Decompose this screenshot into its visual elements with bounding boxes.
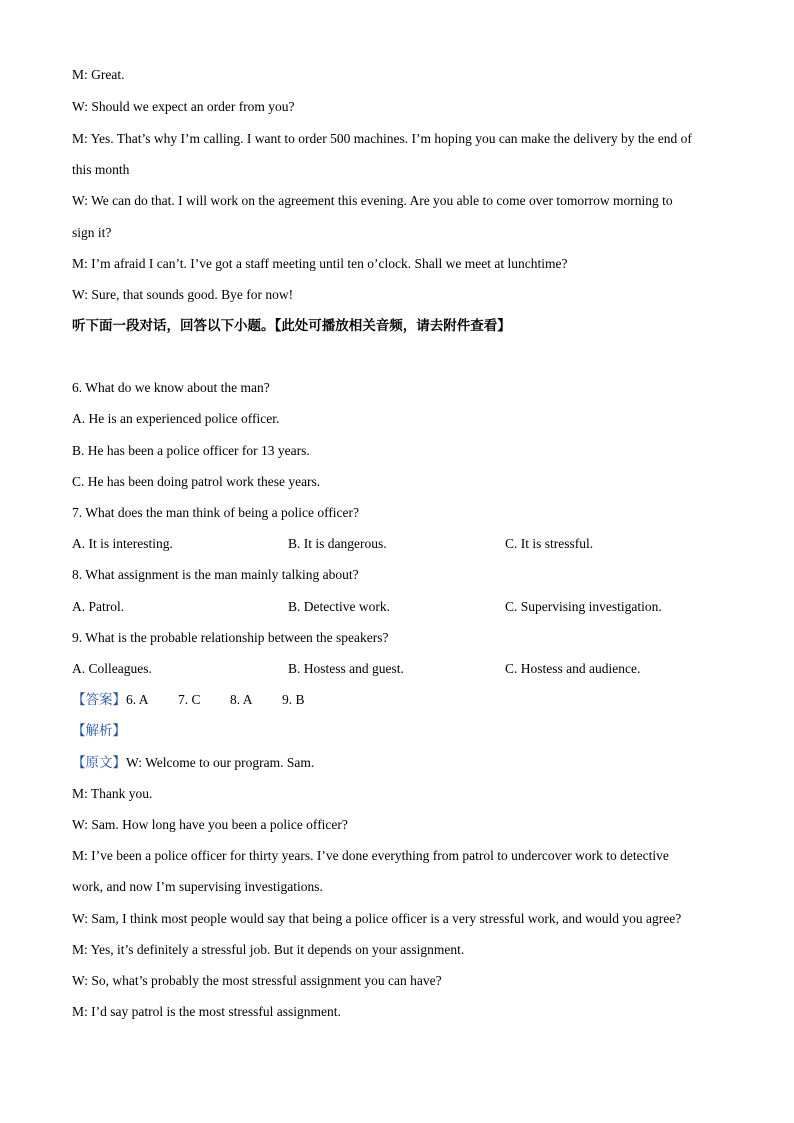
answer-item: 6. A [126,692,149,707]
dialog-line: W: Should we expect an order from you? [72,99,295,114]
transcript-line: work, and now I’m supervising investigations. [72,879,323,894]
question-stem: 6. What do we know about the man? [72,380,270,395]
question-option: A. Patrol. [72,599,125,614]
transcript-line: W: Sam, I think most people would say that being a police officer is a very stressful work, and would you agree? [72,911,682,926]
answer-label: 【答案】 [72,692,126,708]
transcript-line [72,754,314,772]
question-option: B. It is dangerous. [288,536,387,551]
analysis-label: 【解析】 [72,723,126,739]
dialog-line: W: We can do that. I will work on the agreement this evening. Are you able to come over tomorrow morning to [72,193,673,208]
answer-row [72,691,305,709]
question-option: B. He has been a police officer for 13 years. [72,443,310,458]
listening-instruction: 听下面一段对话，回答以下小题。【此处可播放相关音频，请去附件查看】 [72,318,511,334]
question-option: C. He has been doing patrol work these years. [72,474,321,489]
dialog-line: M: Great. [72,67,125,82]
question-option: C. Hostess and audience. [505,661,641,676]
question-stem: 7. What does the man think of being a police officer? [72,505,360,520]
transcript-line: M: Thank you. [72,786,153,801]
dialog-line: W: Sure, that sounds good. Bye for now! [72,287,294,302]
question-option: C. It is stressful. [505,536,594,551]
question-stem: 8. What assignment is the man mainly talking about? [72,567,359,582]
transcript-line: M: I’d say patrol is the most stressful assignment. [72,1004,341,1019]
dialog-line: this month [72,162,130,177]
answer-item: 7. C [178,692,201,707]
question-option: B. Hostess and guest. [288,661,404,676]
answer-item: 9. B [282,692,305,707]
answer-item: 8. A [230,692,253,707]
question-stem: 9. What is the probable relationship between the speakers? [72,630,389,645]
question-option: A. He is an experienced police officer. [72,411,280,426]
transcript-line: W: So, what’s probably the most stressful assignment you can have? [72,973,442,988]
question-option: A. It is interesting. [72,536,173,551]
question-option: B. Detective work. [288,599,390,614]
dialog-line: M: Yes. That’s why I’m calling. I want to order 500 machines. I’m hoping you can make the delivery by the end of [72,131,692,146]
dialog-line: M: I’m afraid I can’t. I’ve got a staff meeting until ten o’clock. Shall we meet at lunchtime? [72,256,568,271]
transcript-line: M: Yes, it’s definitely a stressful job. But it depends on your assignment. [72,942,465,957]
dialog-line: sign it? [72,225,112,240]
transcript-text: W: Welcome to our program. Sam. [126,755,315,770]
transcript-line: W: Sam. How long have you been a police officer? [72,817,348,832]
original-label: 【原文】 [72,755,126,771]
question-option: C. Supervising investigation. [505,599,662,614]
question-option: A. Colleagues. [72,661,152,676]
transcript-line: M: I’ve been a police officer for thirty years. I’ve done everything from patrol to undercover work to detective [72,848,669,863]
